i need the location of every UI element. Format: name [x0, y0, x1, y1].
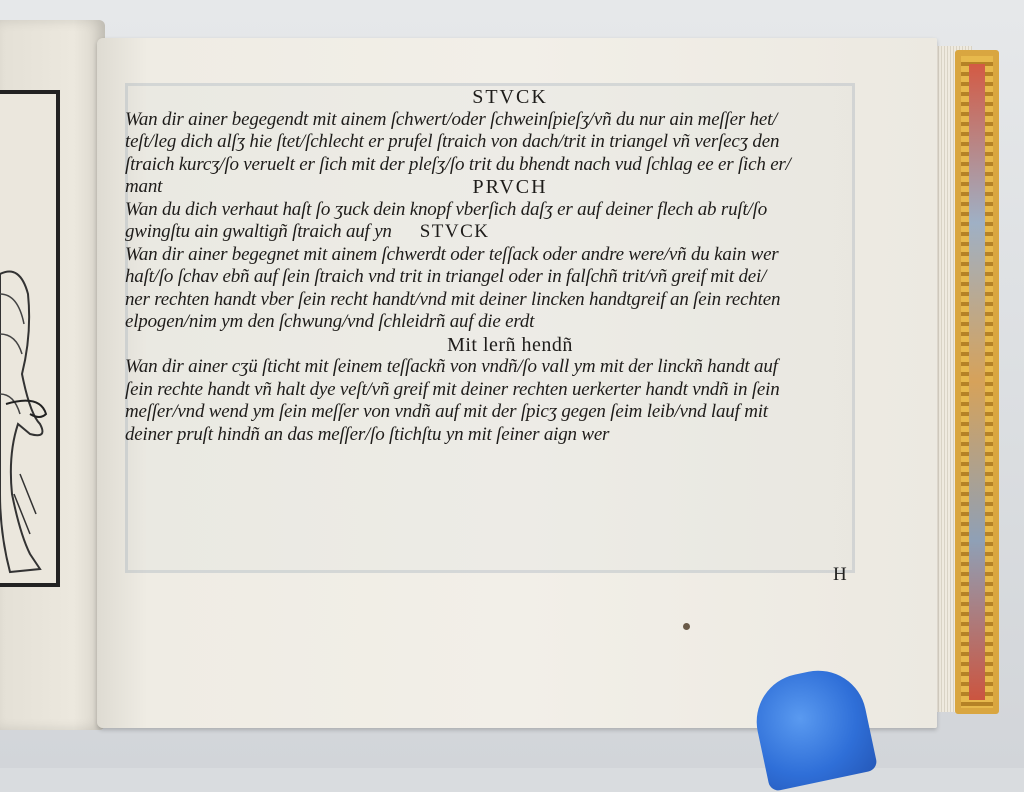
gilt-cover-edge	[955, 50, 999, 714]
text-line: elpogen/nim ym den ſchwung/vnd ſchleidrñ auf die erdt	[125, 311, 535, 332]
text-line: teſt/leg dich alſʒ hie ſtet/ſchlecht er prufel ſtraich von dach/trit in triangel vñ verſecʒ den	[125, 131, 780, 152]
left-page	[0, 20, 105, 730]
section-heading: Mit lerñ hendñ	[447, 333, 573, 356]
section-heading: STVCK	[472, 86, 548, 108]
manuscript-text	[125, 86, 895, 585]
text-line: ſein rechte handt vñ halt dye veſt/vñ greif mit deiner rechten uerkerter handt vndñ in ſein	[125, 378, 780, 400]
text-line: Wan dir ainer cʒü ſticht mit ſeinem teſſackñ von vndñ/ſo vall ym mit der linckñ handt auf	[125, 356, 778, 377]
text-line: Wan dir ainer begegendt mit ainem ſchwert/oder ſchweinſpieſʒ/vñ du nur ain meſſer het/	[125, 108, 778, 130]
text-line: Wan dir ainer begegnet mit ainem ſchwerdt oder teſſack oder andre were/vñ du kain wer	[125, 243, 779, 265]
text-line-with-heading	[125, 176, 895, 199]
text-line: meſſer/vnd wend ym ſein meſſer von vndñ auf mit der ſpicʒ gegen ſeim leib/vnd lauf mit	[125, 401, 768, 422]
marbled-endpaper	[969, 64, 985, 700]
text-line: ſtraich kurcʒ/ſo veruelt er ſich mit der pleſʒ/ſo trit du bhendt nach vud ſchlag ee er ſich er/	[125, 153, 791, 175]
section-heading: PRVCH	[472, 176, 548, 198]
right-page	[97, 38, 937, 728]
text-line: deiner pruſt hindñ an das meſſer/ſo ſtichſtu yn mit ſeiner aign wer	[125, 423, 610, 445]
section-heading: STVCK	[419, 221, 490, 242]
woodcut-figure-icon	[0, 94, 56, 584]
text-line: Wan du dich verhaut haſt ſo ʒuck dein knopf vberſich daſʒ er auf deiner flech ab ruſt/ſo	[125, 198, 767, 220]
signature-mark: H	[833, 564, 847, 585]
text-line: haſt/ſo ſchav ebñ auf ſein ſtraich vnd trit in triangel oder in falſchñ trit/vñ greif mit dei/	[125, 266, 767, 287]
woodcut-illustration	[0, 90, 60, 587]
paper-spot	[683, 623, 690, 630]
text-line: ner rechten handt vber ſein recht handt/vnd mit deiner lincken handtgreif an ſein rechten	[125, 288, 781, 310]
text-fragment: mant	[125, 176, 163, 197]
text-fragment: gwingſtu ain gwaltigñ ſtraich auf yn	[125, 221, 392, 242]
text-line-with-heading	[125, 221, 895, 244]
